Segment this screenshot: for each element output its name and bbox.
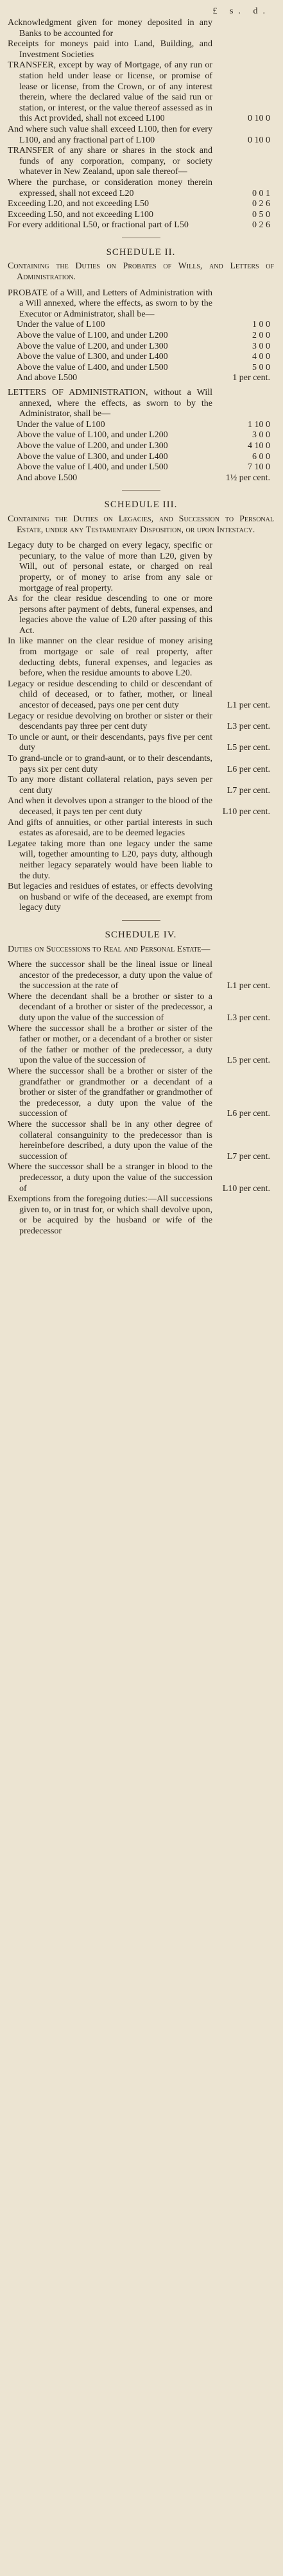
entry-text: Under the value of L100 xyxy=(17,320,105,330)
entry-text: Above the value of L200, and under L300 xyxy=(17,341,168,351)
schedule-entry xyxy=(8,60,274,125)
entry-amount: L6 per cent. xyxy=(227,764,270,774)
admin-scale xyxy=(8,420,274,484)
schedule-entry xyxy=(8,441,274,452)
entry-text: To grand-uncle or to grand-aunt, or to their descendants, pays six per cent duty xyxy=(8,754,212,774)
schedule-entry xyxy=(8,18,274,39)
entry-amount: 0 10 0 xyxy=(248,135,270,145)
entry-text: But legacies and residues of estates, or effects devolving on husband or wife of the deceased, are exempt from legacy duty xyxy=(8,882,212,913)
schedule-entry xyxy=(8,125,274,146)
schedule-entry xyxy=(8,541,274,594)
entry-amount: 0 2 6 xyxy=(252,199,270,209)
entry-amount: 3 0 0 xyxy=(252,430,270,440)
schedule-entry xyxy=(8,1162,274,1194)
entry-text: Exceeding L50, and not exceeding L100 xyxy=(8,209,154,220)
entry-text: Above the value of L400, and under L500 xyxy=(17,362,168,372)
entry-amount: L6 per cent. xyxy=(227,1109,270,1119)
entry-text: Acknowledgment given for money deposited in any Banks to be accounted for xyxy=(8,18,212,39)
schedule-entry xyxy=(8,754,274,775)
entry-text: Legacy or residue descending to child or descendant of child of deceased, or to father, mother, or lineal ancestor of deceased, pays one per cent duty xyxy=(8,679,212,711)
entry-amount: L3 per cent. xyxy=(227,722,270,732)
schedule-entry xyxy=(8,210,274,221)
entry-text: As for the clear residue descending to one or more persons after payment of debts, funeral expenses, and legacies above the value of L20 after passing of this Act. xyxy=(8,594,212,636)
entry-amount: 7 10 0 xyxy=(248,462,270,473)
entry-text: For every additional L50, or fractional part of L50 xyxy=(8,220,189,231)
schedule-entry xyxy=(8,352,274,363)
entry-amount: L10 per cent. xyxy=(222,1183,270,1194)
schedule-entry xyxy=(8,636,274,679)
schedule-entry xyxy=(8,818,274,839)
entry-amount: 5 0 0 xyxy=(252,362,270,372)
entry-amount: L1 per cent. xyxy=(227,701,270,711)
schedule-entry xyxy=(8,373,274,384)
entry-text: Above the value of L100, and under L200 xyxy=(17,430,168,440)
entry-text: Where the successor shall be a brother or sister of the father or mother, or a decendant of a brother or sister of the father or mother of the predecessor, a duty upon the value of the succession of xyxy=(8,1023,212,1066)
schedule3-caption: Containing the Duties on Legacies, and Succession to Personal Estate, under any Testamentary Disposition, or upon Intestacy. xyxy=(8,514,274,535)
schedule-entry xyxy=(8,420,274,431)
succession-duties xyxy=(8,960,274,1237)
entry-text: Where the purchase, or consideration money therein expressed, shall not exceed L20 xyxy=(8,177,212,198)
schedule-entry xyxy=(8,320,274,331)
entry-text: Receipts for moneys paid into Land, Building, and Investment Societies xyxy=(8,39,212,60)
entry-amount: 1½ per cent. xyxy=(225,473,270,483)
schedule-entry xyxy=(8,452,274,463)
entry-text: Under the value of L100 xyxy=(17,419,105,430)
entry-text: Above the value of L100, and under L200 xyxy=(17,331,168,341)
admin-intro: LETTERS OF ADMINISTRATION, without a Will annexed, where the effects, as sworn to by the Administrator, shall be— xyxy=(8,388,212,419)
entry-text: And above L500 xyxy=(17,473,78,483)
schedule-entry xyxy=(8,733,274,754)
entry-amount: 4 0 0 xyxy=(252,352,270,362)
schedule-entry xyxy=(8,331,274,342)
schedule-entry xyxy=(8,839,274,882)
entry-text: To any more distant collateral relation, pays seven per cent duty xyxy=(8,775,212,796)
entry-text: Where the successor shall be a brother or sister of the grandfather or grandmother or a decendant of a brother or sister of the grandfather or grandmother of the predecessor, a duty upon the value of the succession of xyxy=(8,1066,212,1119)
schedule-entry xyxy=(8,462,274,473)
entry-text: Legacy or residue devolving on brother or sister or their descendants pay three per cent duty xyxy=(8,711,212,732)
schedule-entry xyxy=(8,882,274,914)
entry-text: Where the successor shall be a stranger in blood to the predecessor, a duty upon the value of the succession of xyxy=(8,1162,212,1194)
schedule4-caption: Duties on Successions to Real and Personal Estate— xyxy=(8,944,210,954)
schedule-entry xyxy=(8,430,274,441)
entry-text: Exceeding L20, and not exceeding L50 xyxy=(8,199,150,209)
currency-symbols: £ s. d. xyxy=(212,6,270,16)
entry-text: In like manner on the clear residue of money arising from mortgage or sale of real property, after deducting debts, funeral expenses, and legacies as before, when the residue amounts to above L20. xyxy=(8,636,212,679)
schedule-entry xyxy=(8,1066,274,1120)
entry-amount: 0 10 0 xyxy=(248,114,270,124)
entry-text: Where the successor shall be in any other degree of collateral consanguinity to the predecessor than is hereinbefore described, a duty upon the value of the succession of xyxy=(8,1120,212,1162)
entry-amount: L5 per cent. xyxy=(227,743,270,753)
entry-amount: L7 per cent. xyxy=(227,1151,270,1162)
schedule3-title: SCHEDULE III. xyxy=(104,500,178,510)
entry-text: And when it devolves upon a stranger to the blood of the deceased, it pays ten per cent duty xyxy=(8,796,212,817)
entry-amount: 0 2 6 xyxy=(252,220,270,231)
entry-amount: 6 0 0 xyxy=(252,451,270,462)
schedule-entry xyxy=(8,342,274,352)
schedule-entry xyxy=(8,775,274,796)
entry-amount: 3 0 0 xyxy=(252,341,270,351)
entry-amount: 0 0 1 xyxy=(252,188,270,198)
entry-text: Above the value of L200, and under L300 xyxy=(17,440,168,451)
entry-text: Above the value of L400, and under L500 xyxy=(17,462,168,473)
entry-text: And above L500 xyxy=(17,373,78,383)
schedule-entry xyxy=(8,960,274,992)
entry-amount: L1 per cent. xyxy=(227,981,270,991)
schedule-entry xyxy=(8,473,274,484)
schedule-entry xyxy=(8,711,274,733)
schedule-entry xyxy=(8,796,274,817)
schedule-entry xyxy=(8,199,274,210)
probate-scale xyxy=(8,320,274,384)
entry-amount: L3 per cent. xyxy=(227,1013,270,1023)
entry-text: TRANSFER, except by way of Mortgage, of any run or station held under lease or license, or promise of lease or license, from the Crown, or of any interest therein, where the declared value of the said run or station, or interest, or the value thereof assessed as in this Act provided, shall not exceed L100 xyxy=(8,60,212,124)
entry-amount: 2 0 0 xyxy=(252,331,270,341)
entry-text: Exemptions from the foregoing duties:—All successions given to, or in trust for, or which shall devolve upon, or be acquired by the husband or wife of the predecessor xyxy=(8,1194,212,1236)
entry-text: Above the value of L300, and under L400 xyxy=(17,352,168,362)
entry-text: And gifts of annuities, or other partial interests in such estates as aforesaid, are to be deemed legacies xyxy=(8,817,212,839)
schedule-entry xyxy=(8,1024,274,1066)
schedule-entry xyxy=(8,992,274,1024)
entry-text: Where the decendant shall be a brother or sister to a decendant of a brother or sister of the predecessor, a duty upon the value of the succession of xyxy=(8,991,212,1023)
entry-amount: 1 0 0 xyxy=(252,320,270,330)
entry-amount: 1 10 0 xyxy=(248,419,270,430)
currency-header xyxy=(8,6,274,18)
schedule-entry xyxy=(8,1194,274,1237)
schedule2-title: SCHEDULE II. xyxy=(106,247,176,257)
schedule-entry xyxy=(8,178,274,199)
schedule-entry xyxy=(8,39,274,60)
probate-intro: PROBATE of a Will, and Letters of Administration with a Will annexed, where the effects, as sworn to by the Executor or Administrator, shall be— xyxy=(8,288,212,319)
legacy-duties xyxy=(8,541,274,914)
entry-amount: L5 per cent. xyxy=(227,1056,270,1066)
entry-text: To uncle or aunt, or their descendants, pays five per cent duty xyxy=(8,732,212,753)
section-divider xyxy=(122,920,160,921)
entry-amount: 4 10 0 xyxy=(248,440,270,451)
entry-amount: 0 5 0 xyxy=(252,209,270,220)
entry-text: Legacy duty to be charged on every legacy, specific or pecuniary, to the value of more than L20, given by Will, out of personal estate, or charged on real property, or of money to arise from any sale or mortgage of real property. xyxy=(8,541,212,593)
schedule4-title: SCHEDULE IV. xyxy=(105,929,177,940)
entry-text: Legatee taking more than one legacy under the same will, together amounting to L20, pays duty, although neither legacy separately would have been liable to the duty. xyxy=(8,839,212,881)
schedule2-caption: Containing the Duties on Probates of Wills, and Letters of Administration. xyxy=(8,261,274,283)
entry-text: TRANSFER of any share or shares in the stock and funds of any corporation, company, or society whatever in New Zealand, upon sale thereof— xyxy=(8,146,212,177)
schedule1-continuation xyxy=(8,18,274,231)
entry-text: Above the value of L300, and under L400 xyxy=(17,451,168,462)
schedule-entry xyxy=(8,363,274,374)
entry-amount: L7 per cent. xyxy=(227,785,270,796)
section-divider xyxy=(122,490,160,491)
entry-amount: 1 per cent. xyxy=(232,373,270,383)
schedule-entry xyxy=(8,679,274,711)
entry-text: Where the successor shall be the lineal issue or lineal ancestor of the predecessor, a duty upon the value of the succession at the rate of xyxy=(8,960,212,991)
schedule-entry xyxy=(8,220,274,231)
schedule-entry xyxy=(8,1120,274,1162)
entry-text: And where such value shall exceed L100, then for every L100, and any fractional part of L100 xyxy=(8,124,212,145)
entry-amount: L10 per cent. xyxy=(222,806,270,817)
schedule-entry xyxy=(8,146,274,178)
schedule-entry xyxy=(8,594,274,636)
